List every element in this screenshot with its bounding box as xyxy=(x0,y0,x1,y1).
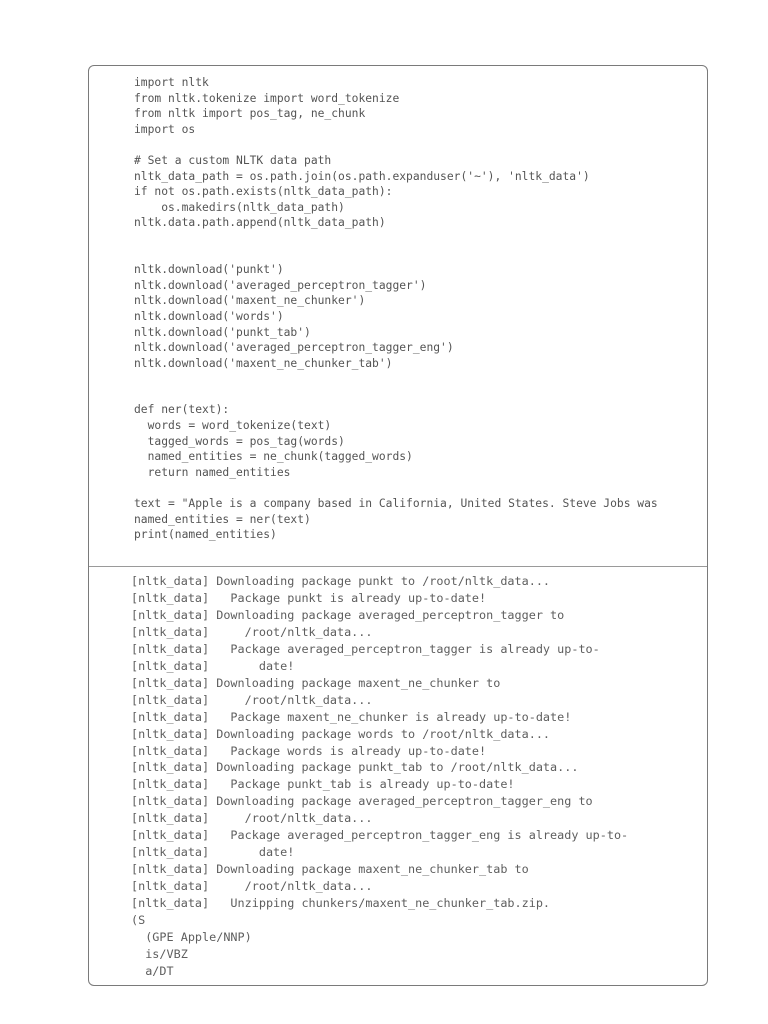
cell-output xyxy=(89,566,707,986)
output-text: [nltk_data] Downloading package punkt to /root/nltk_data... [nltk_data] Package punkt is already up-to-date! [nltk_data] Downloading package averaged_perceptron_tagger to [nltk_data] /root/nltk_data... [nltk_data] Package averaged_perceptron_tagger is already up-to- [nltk_data] date! [nltk_data] Downloading package maxent_ne_chunker to [nltk_data] /root/nltk_data... [nltk_data] Package maxent_ne_chunker is already up-to-date! [nltk_data] Downloading package words to /root/nltk_data... [nltk_data] Package words is already up-to-date! [nltk_data] Downloading package punkt_tab to /root/nltk_data... [nltk_data] Package punkt_tab is already up-to-date! [nltk_data] Downloading package averaged_perceptron_tagger_eng to [nltk_data] /root/nltk_data... [nltk_data] Package averaged_perceptron_tagger_eng is already up-to- [nltk_data] date! [nltk_data] Downloading package maxent_ne_chunker_tab to [nltk_data] /root/nltk_data... [nltk_data] Unzipping chunkers/maxent_ne_chunker_tab.zip. (S (GPE Apple/NNP) is/VBZ a/DT xyxy=(131,574,629,978)
code-editor[interactable] xyxy=(89,66,707,566)
notebook-cell xyxy=(88,65,708,986)
code-text[interactable]: import nltk from nltk.tokenize import word_tokenize from nltk import pos_tag, ne_chunk import os # Set a custom NLTK data path nltk_data_path = os.path.join(os.path.expanduser('~'), 'nltk_data') if not os.path.exists(nltk_data_path): os.makedirs(nltk_data_path) nltk.data.path.append(nltk_data_path) nltk.download('punkt') nltk.download('averaged_perceptron_tagger') nltk.download('maxent_ne_chunker') nltk.download('words') nltk.download('punkt_tab') nltk.download('averaged_perceptron_tagger_eng') nltk.download('maxent_ne_chunker_tab') def ner(text): words = word_tokenize(text) tagged_words = pos_tag(words) named_entities = ne_chunk(tagged_words) return named_entities text = "Apple is a company based in California, United States. Steve Jobs was named_entities = ner(text) print(named_entities) xyxy=(134,76,658,542)
